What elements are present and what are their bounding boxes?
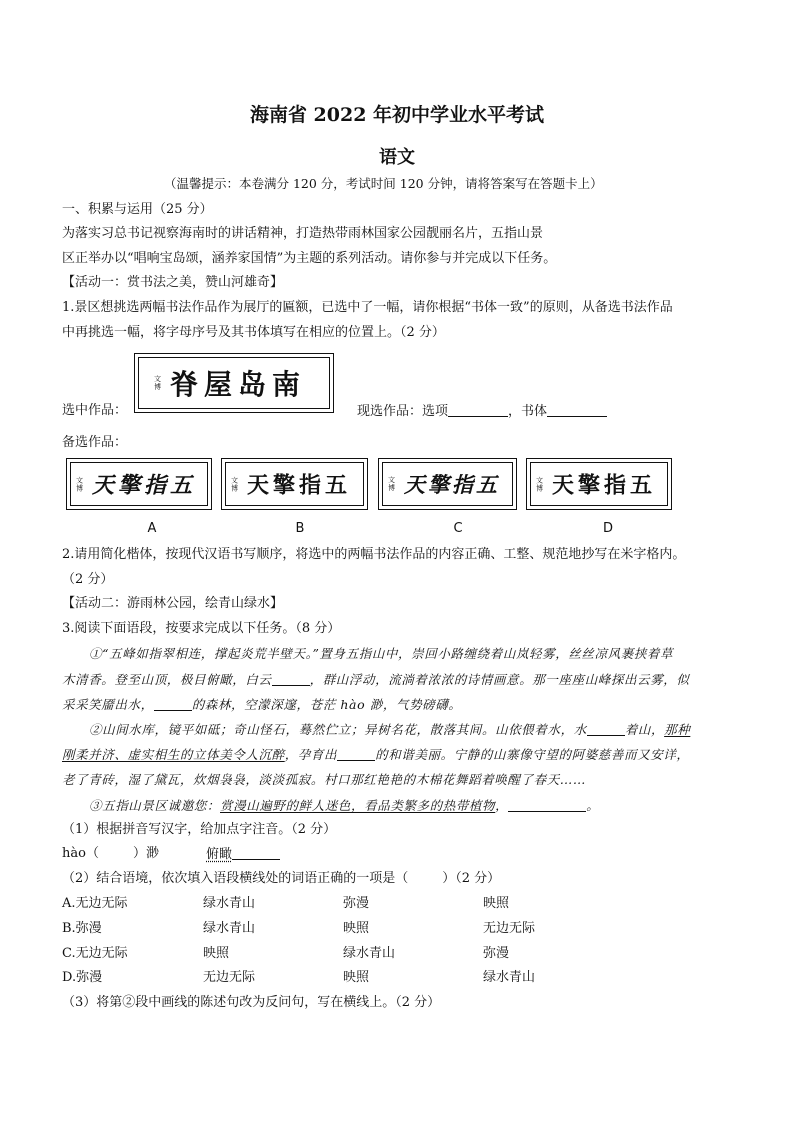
font-answer-blank[interactable] — [547, 403, 607, 417]
option-letter-c: C — [453, 521, 463, 536]
choice-a-col2: 绿水青山 — [203, 896, 256, 911]
choice-d-col4: 绿水青山 — [483, 970, 536, 985]
sub-question-2-text: （2）结合语境，依次填入语段横线处的词语正确的一项是（ — [62, 871, 409, 886]
seal-mark: 文博 — [154, 375, 161, 391]
underlined-sentence: 那种 — [664, 722, 691, 737]
selected-calligraphy-plaque — [134, 353, 334, 413]
sub-question-1: （1）根据拼音写汉字，给加点字注音。（2 分） — [62, 822, 337, 837]
option-letter-b: B — [295, 521, 305, 536]
current-selection-line — [357, 403, 607, 420]
passage-text: 的森林，空濛深邃，苍茫 hào 渺，气势磅礴。 — [191, 697, 462, 712]
seal-mark: 文博 — [536, 476, 543, 492]
exam-notice: （温馨提示：本卷满分 120 分，考试时间 120 分钟，请将答案写在答题卡上） — [164, 176, 603, 191]
q1-line-1: 1.景区想挑选两幅书法作品作为展厅的匾额，已选中了一幅，请你根据“书体一致”的原则，从备选书法作品 — [62, 300, 673, 315]
choice-a-label[interactable]: A.无边无际 — [62, 896, 128, 911]
passage-text: 。 — [586, 798, 600, 813]
passage-text: 木清香。登至山顶，极目俯瞰，白云 — [62, 672, 272, 687]
intro-line-1: 为落实习总书记视察海南时的讲话精神，打造热带雨林国家公园靓丽名片，五指山景 — [62, 226, 544, 241]
activity2-heading: 【活动二：游雨林公园，绘青山绿水】 — [62, 596, 284, 611]
choice-d-col3: 映照 — [343, 970, 370, 985]
option-answer-blank[interactable] — [448, 403, 508, 417]
sub-question-3: （3）将第②段中画线的陈述句改为反问句，写在横线上。（2 分） — [62, 995, 441, 1010]
passage-p1-line-2 — [62, 672, 690, 688]
sub-question-2 — [62, 871, 500, 887]
sub-question-2-end: ）（2 分） — [442, 871, 501, 886]
q2-line-1: 2.请用简化楷体，按现代汉语书写顺序，将选中的两幅书法作品的内容正确、工整、规范地抄写在米字格内。 — [62, 547, 686, 562]
section-heading: 一、积累与运用（25 分） — [62, 202, 213, 217]
choice-d-col2: 无边无际 — [203, 970, 256, 985]
q1-line-2: 中再挑选一幅，将字母序号及其书体填写在相应的位置上。（2 分） — [62, 325, 445, 340]
underlined-sentence: 赏漫山遍野的鲜人迷色，看品类繁多的热带植物 — [220, 798, 496, 813]
choice-b-col4: 无边无际 — [483, 921, 536, 936]
choice-b-col2: 绿水青山 — [203, 921, 256, 936]
sub-question-1-word — [206, 846, 280, 863]
passage-p1-line-3 — [62, 697, 461, 713]
passage-p3 — [89, 798, 599, 814]
passage-text: ③五指山景区诚邀您： — [89, 798, 221, 813]
intro-line-2: 区正举办以“唱响宝岛颂，涵养家国情”为主题的系列活动。请你参与并完成以下任务。 — [62, 251, 557, 266]
seal-mark: 文博 — [388, 476, 395, 492]
fill-blank-1[interactable] — [272, 672, 310, 686]
q2-line-2: （2 分） — [62, 572, 114, 587]
choice-c-col4: 弥漫 — [483, 946, 510, 961]
q3-prompt: 3.阅读下面语段，按要求完成以下任务。（8 分） — [62, 621, 341, 636]
candidate-plaque-d — [526, 458, 672, 510]
pinyin-label: hào（ — [62, 846, 99, 861]
calligraphy-text: 五指擎天 — [552, 472, 657, 499]
fill-blank-4[interactable] — [337, 747, 375, 761]
passage-text: 着山， — [624, 722, 665, 737]
subject-title: 语文 — [379, 147, 415, 168]
choice-a-col4: 映照 — [483, 896, 510, 911]
option-letter-d: D — [602, 521, 613, 536]
choice-d-label[interactable]: D.弥漫 — [62, 970, 103, 985]
passage-text: 采采笑靥出水， — [62, 697, 154, 712]
pinyin-answer-blank[interactable] — [232, 846, 280, 860]
candidate-plaque-a — [66, 458, 212, 510]
underlined-sentence: 刚柔并济、虚实相生的立体美令人沉醉 — [62, 747, 285, 762]
passage-text: ， — [495, 798, 509, 813]
seal-mark: 文博 — [231, 476, 238, 492]
passage-p2-line-3: 老了青砖，湿了黛瓦，炊烟袅袅，淡淡孤寂。村口那红艳艳的木棉花舞蹈着唤醒了春天…… — [62, 772, 587, 787]
fill-blank-5[interactable] — [508, 798, 586, 812]
passage-p1-line-1: ①“五峰如指翠相连，撑起炎荒半壁天。”置身五指山中，崇回小路缠绕着山岚轻雾，丝丝凉风裹挟着草 — [89, 646, 674, 661]
calligraphy-text: 五指擎天 — [247, 472, 352, 499]
calligraphy-text: 五指擎天 — [404, 472, 500, 497]
calligraphy-text: 南岛屋脊 — [170, 368, 307, 401]
candidates-label: 备选作品： — [62, 435, 128, 450]
choice-a-col3: 弥漫 — [343, 896, 370, 911]
choice-c-col2: 映照 — [203, 946, 230, 961]
candidate-plaque-c — [378, 458, 517, 510]
selected-label: 选中作品： — [62, 403, 128, 418]
candidate-plaque-b — [221, 458, 368, 510]
current-label: 现选作品：选项 — [357, 404, 449, 419]
passage-text: 的和谐美丽。宁静的山寨像守望的阿婆慈善而又安详， — [375, 747, 690, 762]
passage-text: ，孕育出 — [284, 747, 338, 762]
choice-b-label[interactable]: B.弥漫 — [62, 921, 102, 936]
passage-p2-line-2 — [62, 747, 690, 763]
dotted-word: 俯瞰 — [206, 847, 233, 862]
seal-mark: 文博 — [76, 476, 83, 492]
activity1-heading: 【活动一：赏书法之美，赞山河雄奇】 — [62, 275, 284, 290]
passage-text: ，群山浮动，流淌着浓浓的诗情画意。那一座座山峰探出云雾，似 — [309, 672, 690, 687]
passage-p2-line-1 — [89, 722, 690, 738]
choice-b-col3: 映照 — [343, 921, 370, 936]
fill-blank-3[interactable] — [587, 722, 625, 736]
choice-c-col3: 绿水青山 — [343, 946, 396, 961]
passage-text: ②山间水库，镜平如砥；奇山怪石，蓦然伫立；异树名花，散落其间。山依偎着水，水 — [89, 722, 587, 737]
sub-question-1-items — [62, 846, 159, 862]
font-label: ，书体 — [508, 404, 548, 419]
pinyin-label-end: ）渺 — [132, 846, 159, 861]
fill-blank-2[interactable] — [154, 697, 192, 711]
option-letter-a: A — [147, 521, 157, 536]
exam-title: 海南省 2022 年初中学业水平考试 — [249, 104, 545, 126]
choice-c-label[interactable]: C.无边无际 — [62, 946, 128, 961]
calligraphy-text: 五指擎天 — [92, 472, 197, 499]
